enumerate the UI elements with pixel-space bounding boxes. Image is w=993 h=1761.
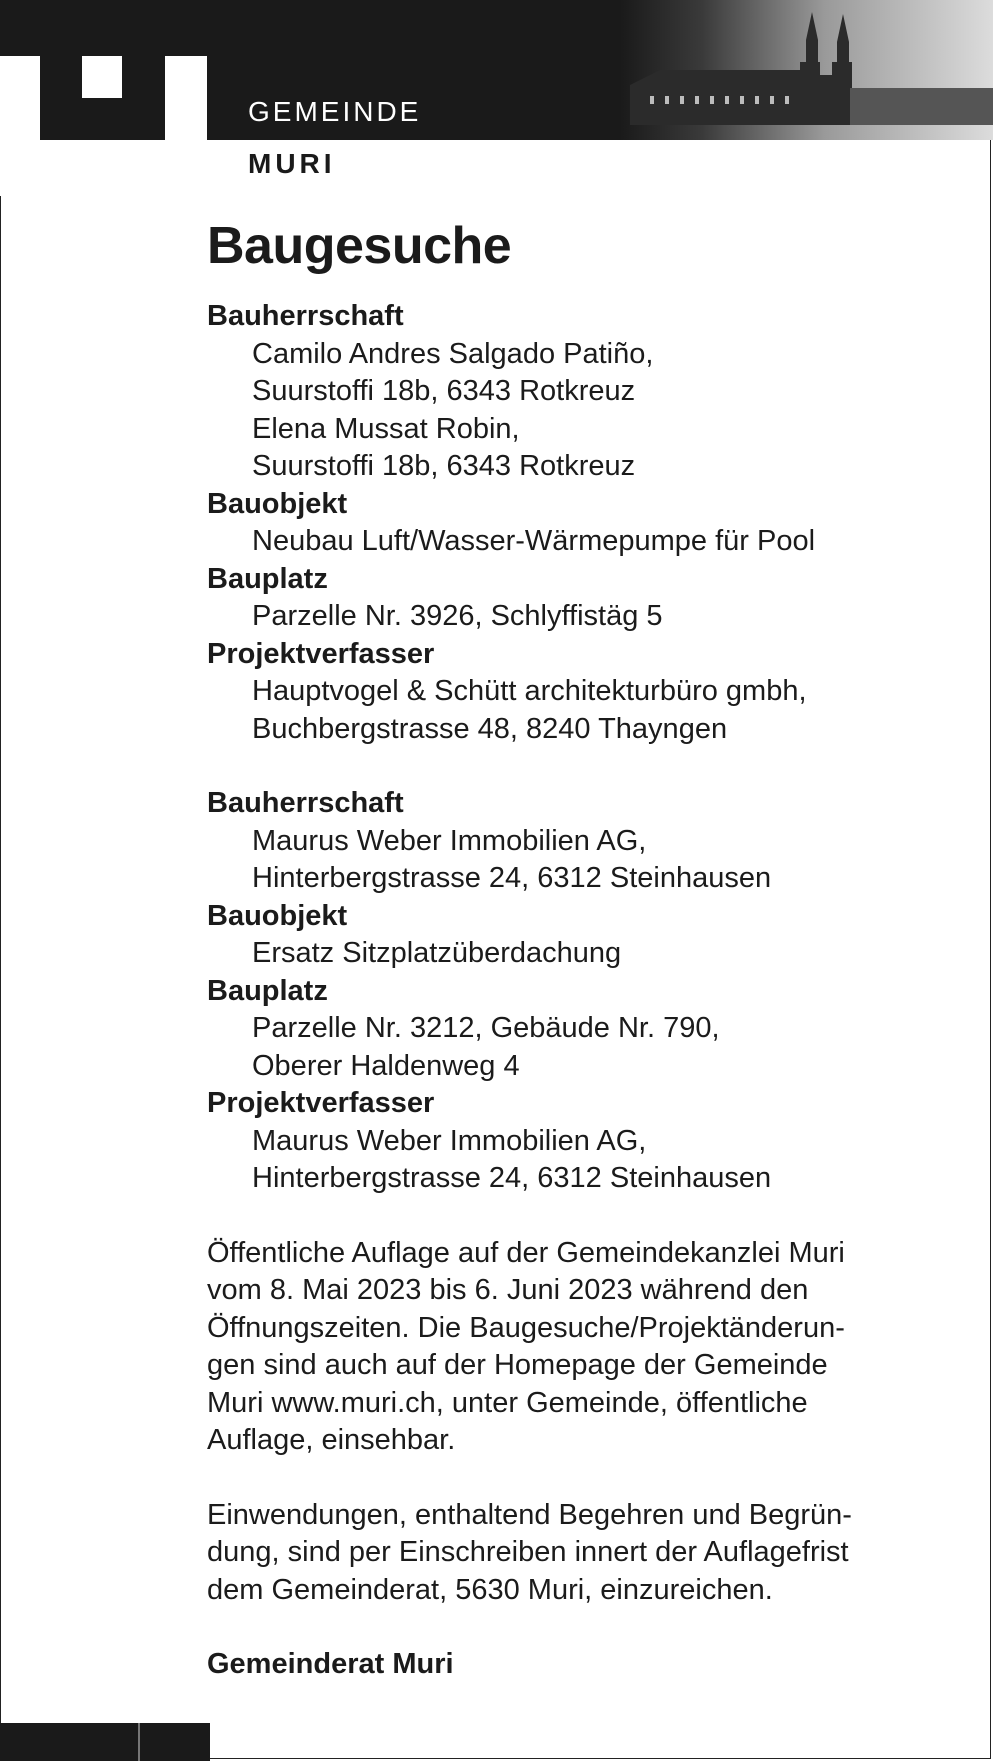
brand-gemeinde: GEMEINDE xyxy=(248,96,422,127)
section-line: Parzelle Nr. 3212, Gebäude Nr. 790, xyxy=(252,1012,720,1044)
section-line: Hinterbergstrasse 24, 6312 Steinhausen xyxy=(252,862,772,894)
footer-divider xyxy=(138,1723,140,1761)
section-label: Bauherrschaft xyxy=(207,300,404,332)
public-notice-paragraph xyxy=(207,1235,967,1460)
section-line: Maurus Weber Immobilien AG, xyxy=(252,824,647,857)
section-line: Neubau Luft/Wasser-Wärmepumpe für Pool xyxy=(252,525,816,557)
section-label: Bauherrschaft xyxy=(207,787,404,819)
section-label: Bauplatz xyxy=(207,974,328,1007)
application-1 xyxy=(207,298,967,748)
section-line: Elena Mussat Robin, xyxy=(252,412,520,445)
section-line: Maurus Weber Immobilien AG, xyxy=(252,1124,647,1157)
logo-battlement xyxy=(0,56,40,140)
logo-battlement xyxy=(165,56,207,140)
section-line: Camilo Andres Salgado Patiño, xyxy=(252,337,654,370)
monastery-silhouette-icon xyxy=(620,0,993,140)
section-label: Projektverfasser xyxy=(207,1087,435,1119)
notice-line: Öffnungszeiten. Die Baugesuche/Projektänderun- xyxy=(207,1311,845,1344)
logo-base xyxy=(0,140,207,196)
header-banner xyxy=(0,0,993,140)
section-line: Oberer Haldenweg 4 xyxy=(252,1049,520,1082)
notice-line: gen sind auch auf der Homepage der Gemeinde xyxy=(207,1349,828,1381)
notice-line: Öffentliche Auflage auf der Gemeindekanzlei Muri xyxy=(207,1236,845,1269)
section-line: Buchbergstrasse 48, 8240 Thayngen xyxy=(252,712,728,745)
page-title: Baugesuche xyxy=(207,217,512,275)
section-line: Suurstoffi 18b, 6343 Rotkreuz xyxy=(252,375,636,407)
notice-content xyxy=(207,216,967,1684)
objection-line: dem Gemeinderat, 5630 Muri, einzureichen. xyxy=(207,1573,773,1606)
footer-bar xyxy=(0,1723,210,1761)
section-label: Bauobjekt xyxy=(207,899,348,932)
spacer xyxy=(207,1460,967,1497)
application-2 xyxy=(207,785,967,1198)
objection-line: Einwendungen, enthaltend Begehren und Begrün- xyxy=(207,1498,852,1531)
spacer xyxy=(207,748,967,785)
section-line: Hinterbergstrasse 24, 6312 Steinhausen xyxy=(252,1162,772,1194)
section-line: Hauptvogel & Schütt architekturbüro gmbh, xyxy=(252,675,807,707)
section-line: Parzelle Nr. 3926, Schlyffistäg 5 xyxy=(252,600,663,632)
brand-muri: MURI xyxy=(248,148,336,179)
spacer xyxy=(207,1609,967,1646)
logo-battlement xyxy=(82,56,122,98)
signature: Gemeinderat Muri xyxy=(207,1648,454,1680)
objection-line: dung, sind per Einschreiben innert der Auflagefrist xyxy=(207,1536,849,1568)
notice-line: vom 8. Mai 2023 bis 6. Juni 2023 während den xyxy=(207,1274,809,1306)
objection-paragraph xyxy=(207,1497,967,1610)
notice-line: Auflage, einsehbar. xyxy=(207,1424,456,1456)
section-label: Bauplatz xyxy=(207,562,328,595)
section-label: Projektverfasser xyxy=(207,637,435,670)
section-label: Bauobjekt xyxy=(207,487,348,520)
notice-line: Muri www.muri.ch, unter Gemeinde, öffentliche xyxy=(207,1386,808,1419)
spacer xyxy=(207,1198,967,1235)
section-line: Ersatz Sitzplatzüberdachung xyxy=(252,937,622,969)
section-line: Suurstoffi 18b, 6343 Rotkreuz xyxy=(252,450,636,482)
